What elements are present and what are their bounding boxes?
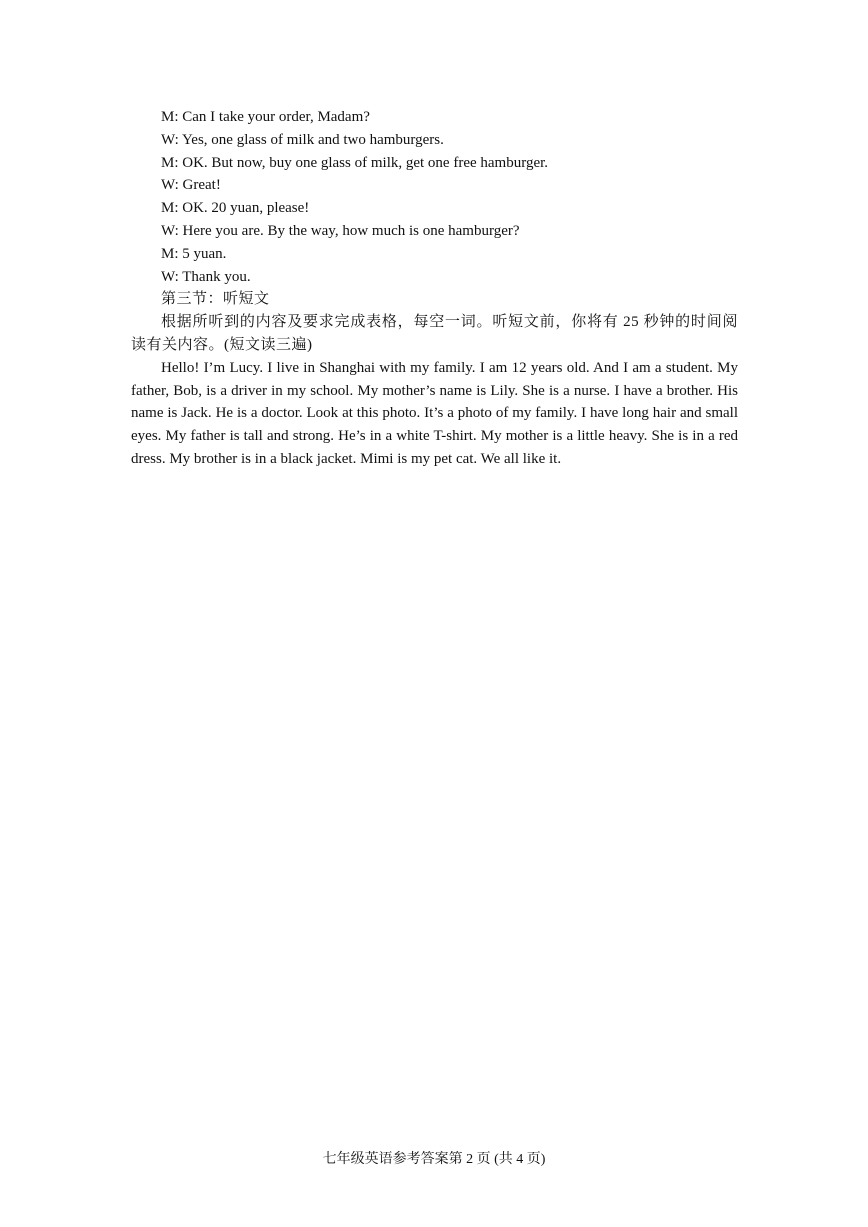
listening-passage: Hello! I’m Lucy. I live in Shanghai with my family. I am 12 years old. And I am a student. My father, Bob, is a driver in my school. My mother’s name is Lily. She is a nurse. I have a brother. His name is Jack. He is a doctor. Look at this photo. It’s a photo of my family. I have long hair and small eyes. My father is tall and strong. He’s in a white T-shirt. My mother is a little heavy. She is in a red dress. My brother is in a black jacket. Mimi is my pet cat. We all like it. [131,359,738,467]
dialogue-line: M: Can I take your order, Madam? [161,109,370,125]
page-footer: 七年级英语参考答案第 2 页 (共 4 页) [322,1152,546,1167]
dialogue-line: W: Here you are. By the way, how much is one hamburger? [161,222,520,239]
dialogue-line: W: Thank you. [161,268,251,285]
dialogue-line: W: Great! [161,177,221,194]
section-heading: 第三节：听短文 [161,291,270,308]
page-content [131,106,738,471]
section-instruction: 根据所听到的内容及要求完成表格，每空一词。听短文前，你将有 25 秒钟的时间阅读有关内容。(短文读三遍) [131,314,738,353]
dialogue-line: M: OK. 20 yuan, please! [161,200,310,217]
dialogue-line: M: 5 yuan. [161,245,227,262]
dialogue-line: W: Yes, one glass of milk and two hamburgers. [161,131,444,148]
dialogue-line: M: OK. But now, buy one glass of milk, get one free hamburger. [161,154,549,171]
